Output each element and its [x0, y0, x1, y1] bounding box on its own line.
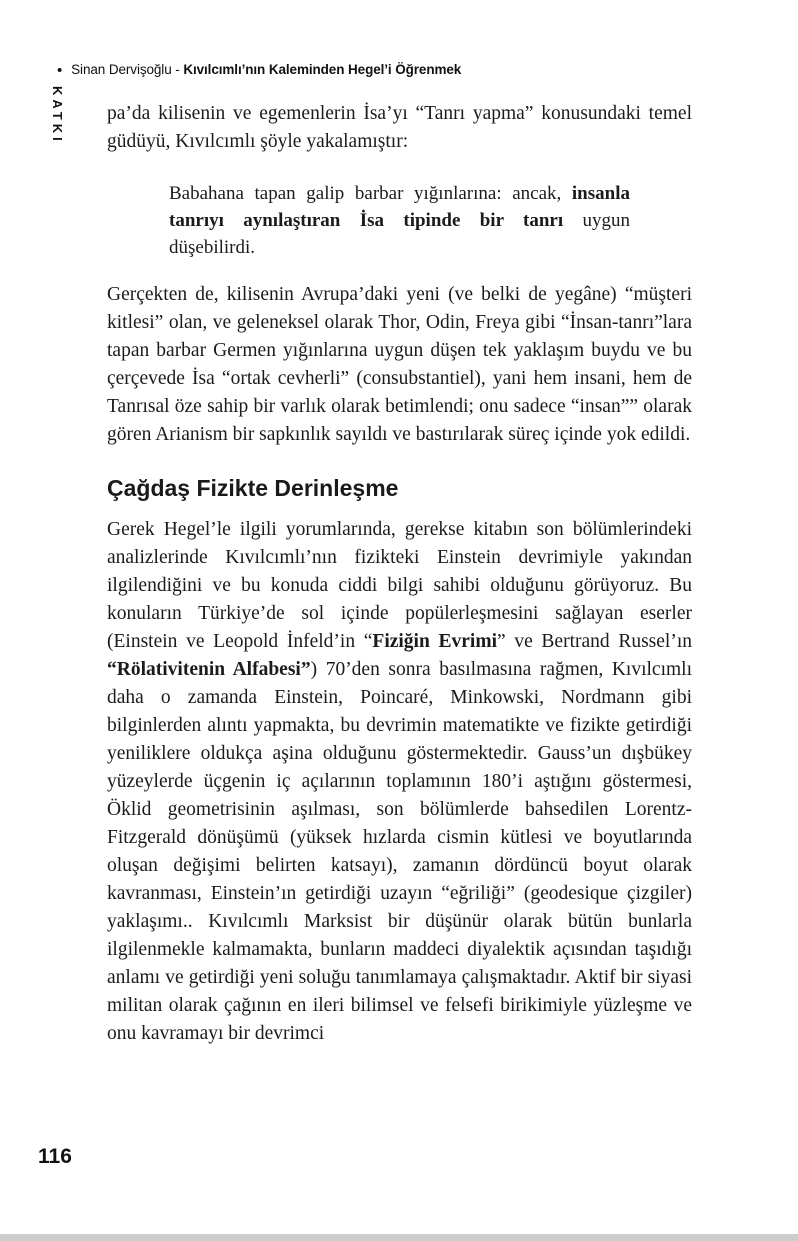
paragraph-intro: pa’da kilisenin ve egemenlerin İsa’yı “Tanrı yapma” konusundaki temel güdüyü, Kıvılcımlı şöyle yakalamıştır:	[107, 103, 692, 152]
paragraph-2: Gerçekten de, kilisenin Avrupa’daki yeni (ve belki de yegâne) “müşteri kitlesi” olan, ve geleneksel olarak Thor, Odin, Freya gibi “İnsan-tanrı”lara tapan barbar Germen yığınlarına uygun düşen tek yaklaşım buydu ve bu çerçevede İsa “ortak cevherli” (consubstantiel), yani hem insani, hem de Tanrısal öze sahip bir varlık olarak betimlendi; onu sadece “insan”” olarak gören Arianism bir sapkınlık sayıldı ve bastırılarak süreç içinde yok edildi.	[107, 284, 692, 445]
para3-segment-3: ) 70’den sonra basılmasına rağmen, Kıvılcımlı daha o zamanda Einstein, Poincaré, Minkowski, Nordmann gibi bilginlerden alıntı yapmakta, bu devrimin matematikte ve fizikte getirdiği yeniliklere oldukça aşina olduğunu göstermektedir. Gauss’un dışbükey yüzeylerde üçgenin iç açılarının toplamının 180’i aştığını göstermesi, Öklid geometrisinin aşılması, son bölümlerde bahsedilen Lorentz-Fitzgerald dönüşümü (yüksek hızlarda cismin kütlesi ve boyutlarında oluşan değişimi belirten katsayı), zamanın dördüncü boyut olarak kavranması, Einstein’ın getirdiği uzayın “eğriliği” (geodesique çizgiler) yaklaşımı.. Kıvılcımlı Marksist bir düşünür olarak bütün bunlarla ilgilenmekle kalmamakta, bunların maddeci diyalektik açısından taşıdığı anlamı ve getirdiği yeni soluğu tanımlamaya çalışmaktadır. Aktif bir siyasi militan olarak çağının en ileri bilimsel ve felsefi birikimiyle yüzleşme ve onu kavramayı bir devrimci	[107, 659, 693, 1044]
blockquote	[169, 180, 630, 261]
paragraph-3	[107, 516, 692, 1048]
running-header	[57, 62, 461, 79]
para3-segment-1: Gerek Hegel’le ilgili yorumlarında, gerekse kitabın son bölümlerindeki analizlerinde Kıvılcımlı’nın fizikteki Einstein devrimiyle yakından ilgilendiğini ve bu konuda ciddi bilgi sahibi olduğunu görüyoruz. Bu konuların Türkiye’de sol içinde popülerleşmesini sağlayan eserler (Einstein ve Leopold İnfeld’in “	[107, 519, 692, 652]
header-author: Sinan Dervişoğlu	[71, 62, 172, 77]
section-heading: Çağdaş Fizikte Derinleşme	[107, 475, 399, 501]
header-title: Kıvılcımlı’nın Kaleminden Hegel’i Öğrenmek	[183, 62, 462, 77]
para3-book-title-2: “Rölativitenin Alfabesi”	[107, 659, 311, 680]
page-number: 116	[38, 1145, 72, 1168]
header-bullet-icon: •	[57, 62, 63, 79]
page-edge-shadow	[0, 1234, 798, 1241]
quote-text-bold: insanla tanrıyı aynılaştıran İsa tipinde bir tanrı	[169, 183, 630, 231]
header-separator: -	[171, 62, 184, 77]
quote-text-post: uygun düşebilirdi.	[169, 210, 631, 258]
para3-book-title-1: Fiziğin Evrimi	[372, 631, 497, 652]
quote-text-pre: Babahana tapan galip barbar yığınlarına: ancak,	[169, 183, 572, 204]
para3-segment-2: ” ve Bertrand Russel’ın	[497, 631, 692, 652]
text-column	[107, 100, 692, 1048]
side-label-katki: KATKI	[50, 86, 65, 145]
